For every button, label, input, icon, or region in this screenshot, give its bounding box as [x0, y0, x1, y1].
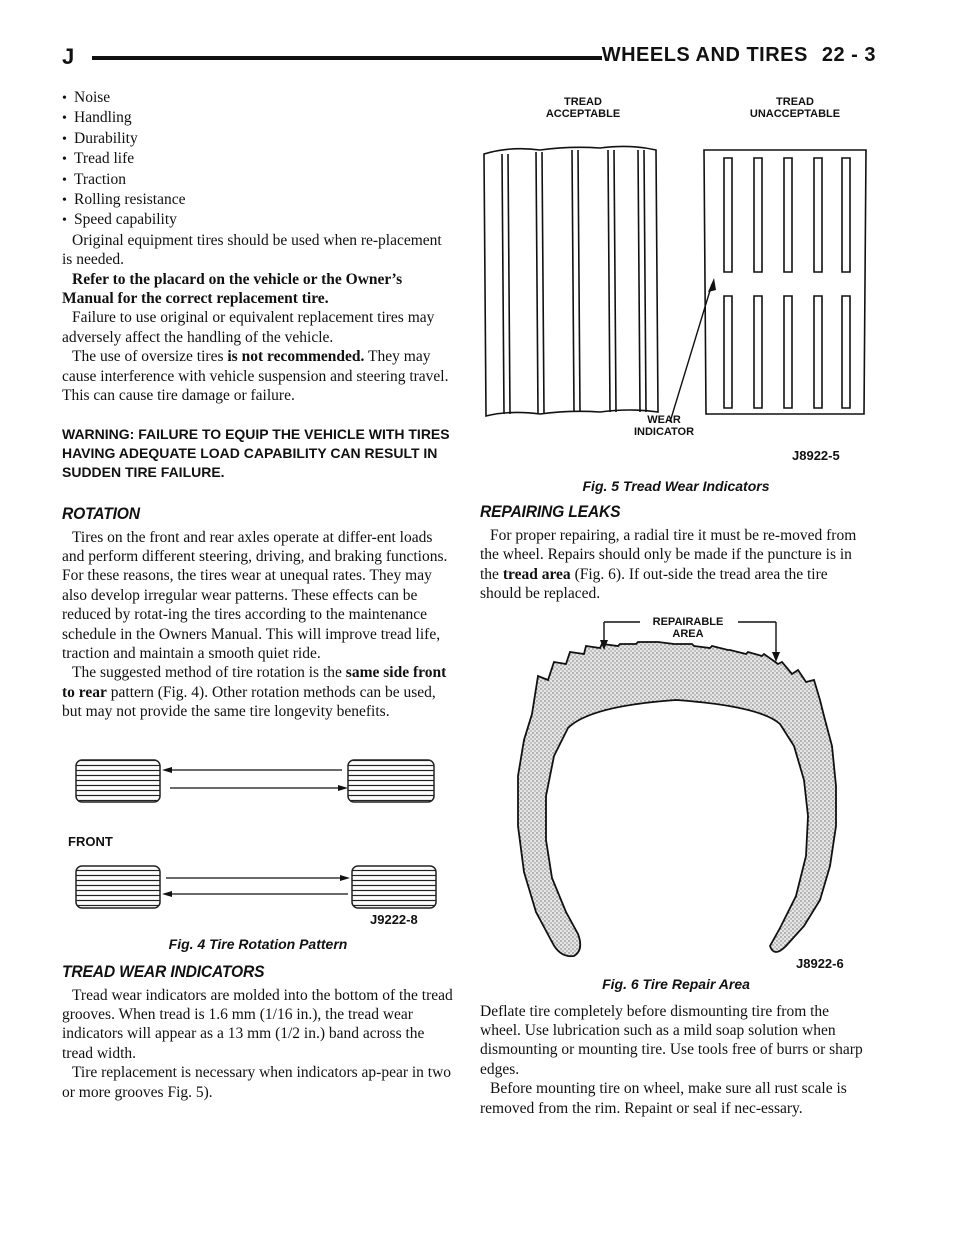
repairable-area-label: REPAIRABLE AREA: [652, 615, 724, 640]
rear-left-tire: [76, 866, 160, 908]
paragraph: Tread wear indicators are molded into the bottom of the tread grooves. When tread is 1.6 mm (1/16 in.), the tread wear indicators will appear as a 13 mm (1/2 in.) band across the tread width.: [62, 986, 453, 1062]
list-item: • Handling: [62, 108, 454, 128]
paragraph-bold: Refer to the placard on the vehicle or the Owner’s Manual for the correct replacement tire.: [62, 270, 403, 308]
paragraph: Original equipment tires should be used when re-placement is needed.: [62, 231, 442, 269]
paragraph: The use of oversize tires is not recommended. They may cause interference with vehicle suspension and steering travel. This can cause tire damage or failure.: [62, 348, 449, 405]
paragraph: Deflate tire completely before dismounting tire from the wheel. Use lubrication such as a mild soap solution when dismounting or mounting tire. Use tools free of burrs or sharp edges.: [480, 1002, 863, 1078]
list-item: • Tread life: [62, 149, 454, 169]
paragraph: Tires on the front and rear axles operate at differ-ent loads and perform different steering, driving, and braking functions. For these reasons, the tires wear at unequal rates. They may also develop irregular wear patterns. These effects can be reduced by rotat-ing the tires according to the maintenance schedule in the Owners Manual. This will improve tread life, traction and maintain a smooth quiet ride.: [62, 528, 448, 662]
paragraph: Before mounting tire on wheel, make sure all rust scale is removed from the rim. Repaint or seal if nec-essary.: [480, 1080, 847, 1117]
figure-id: J9222-8: [370, 911, 418, 927]
unacceptable-tread: [670, 150, 866, 422]
figure-caption: Fig. 5 Tread Wear Indicators: [582, 478, 770, 494]
header-rule: [92, 56, 602, 60]
paragraph: The suggested method of tire rotation is the same side front to rear pattern (Fig. 4). Other rotation methods can be used, but may not provide the same tire longevity benefits.: [62, 664, 447, 721]
paragraph: Failure to use original or equivalent replacement tires may adversely affect the handling of the vehicle.: [62, 309, 435, 346]
left-column: [62, 88, 454, 1102]
figure-tread-wear-indicators: [480, 92, 872, 476]
warning-text: WARNING: FAILURE TO EQUIP THE VEHICLE WITH TIRES HAVING ADEQUATE LOAD CAPABILITY CAN RESULT IN SUDDEN TIRE FAILURE.: [62, 425, 450, 480]
paragraph: Tire replacement is necessary when indicators ap-pear in two or more grooves Fig. 5).: [62, 1064, 452, 1101]
heading-rotation: ROTATION: [62, 503, 140, 523]
figure-id: J8922-5: [792, 448, 840, 463]
header-chapter-letter: J: [62, 44, 75, 69]
rear-right-tire: [352, 866, 436, 908]
tire-carcass: [518, 642, 836, 956]
list-item: • Durability: [62, 129, 454, 149]
tire-cross-section: [480, 616, 872, 974]
right-column: [480, 92, 872, 1118]
heading-repairing-leaks: REPAIRING LEAKS: [480, 502, 621, 521]
figure-tire-repair-area: [480, 616, 872, 974]
figure-id: J8922-6: [796, 955, 844, 971]
rotation-diagram: [62, 748, 454, 924]
list-item: • Speed capability: [62, 210, 454, 230]
figure-caption: Fig. 6 Tire Repair Area: [602, 975, 750, 992]
list-item: • Traction: [62, 170, 454, 190]
header-title-block: [588, 44, 876, 67]
header-page-number: 22 - 3: [821, 44, 876, 66]
list-item: • Rolling resistance: [62, 190, 454, 210]
wear-indicator-label: WEAR INDICATOR: [633, 414, 695, 438]
figure-tire-rotation: [62, 748, 454, 927]
paragraph: For proper repairing, a radial tire it must be re-moved from the wheel. Repairs should only be made if the puncture is in the tread area (Fig. 6). If out-side the tread area the tire should be replaced.: [480, 527, 857, 603]
heading-tread-wear: TREAD WEAR INDICATORS: [62, 961, 265, 981]
list-item: • Noise: [62, 88, 454, 108]
figure-caption: Fig. 4 Tire Rotation Pattern: [168, 935, 348, 952]
acceptable-tread: [484, 146, 658, 416]
tire-factor-list: [62, 88, 454, 231]
tread-acceptable-label: TREAD ACCEPTABLE: [545, 96, 621, 120]
front-left-tire: [76, 760, 160, 802]
front-right-tire: [348, 760, 434, 802]
header-title: WHEELS AND TIRES: [601, 44, 808, 66]
front-label: FRONT: [68, 833, 113, 849]
tread-unacceptable-label: TREAD UNACCEPTABLE: [749, 96, 841, 120]
